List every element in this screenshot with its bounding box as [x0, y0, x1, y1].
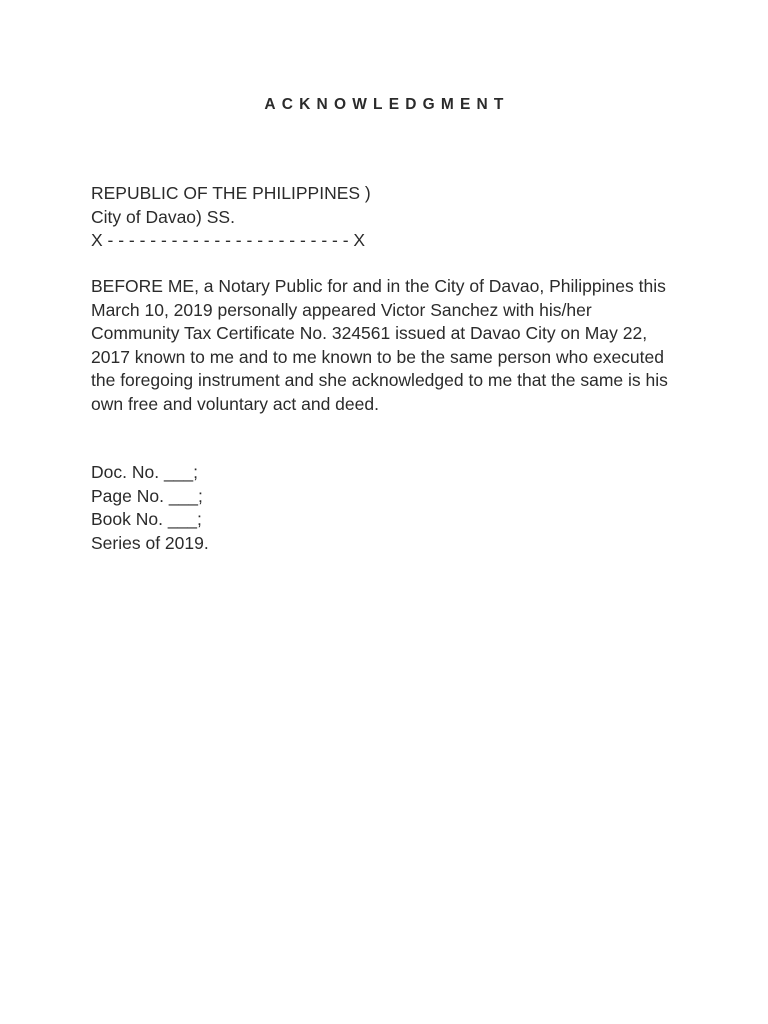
doc-number: Doc. No. ___; [91, 462, 198, 482]
paragraph-line: Community Tax Certificate No. 324561 issued at Davao City on May 22, [91, 323, 648, 343]
venue-separator: X - - - - - - - - - - - - - - - - - - - - - - - X [91, 230, 366, 250]
paragraph-line: 2017 known to me and to me known to be the same person who executed [91, 346, 664, 367]
paragraph-line: March 10, 2019 personally appeared Victor Sanchez with his/her [91, 299, 592, 320]
venue-block [91, 182, 371, 253]
venue-country: REPUBLIC OF THE PHILIPPINES ) [91, 183, 371, 203]
paragraph-line: BEFORE ME, a Notary Public for and in the City of Davao, Philippines this [91, 276, 666, 296]
book-number: Book No. ___; [91, 509, 202, 529]
paragraph-line: own free and voluntary act and deed. [91, 393, 379, 414]
acknowledgment-paragraph [91, 275, 681, 416]
series-year: Series of 2019. [91, 532, 209, 553]
notarial-register-block [91, 461, 209, 555]
document-title: ACKNOWLEDGMENT [264, 96, 510, 113]
venue-city: City of Davao) SS. [91, 206, 235, 227]
page-number: Page No. ___; [91, 485, 203, 506]
paragraph-line: the foregoing instrument and she acknowledged to me that the same is his [91, 370, 668, 390]
